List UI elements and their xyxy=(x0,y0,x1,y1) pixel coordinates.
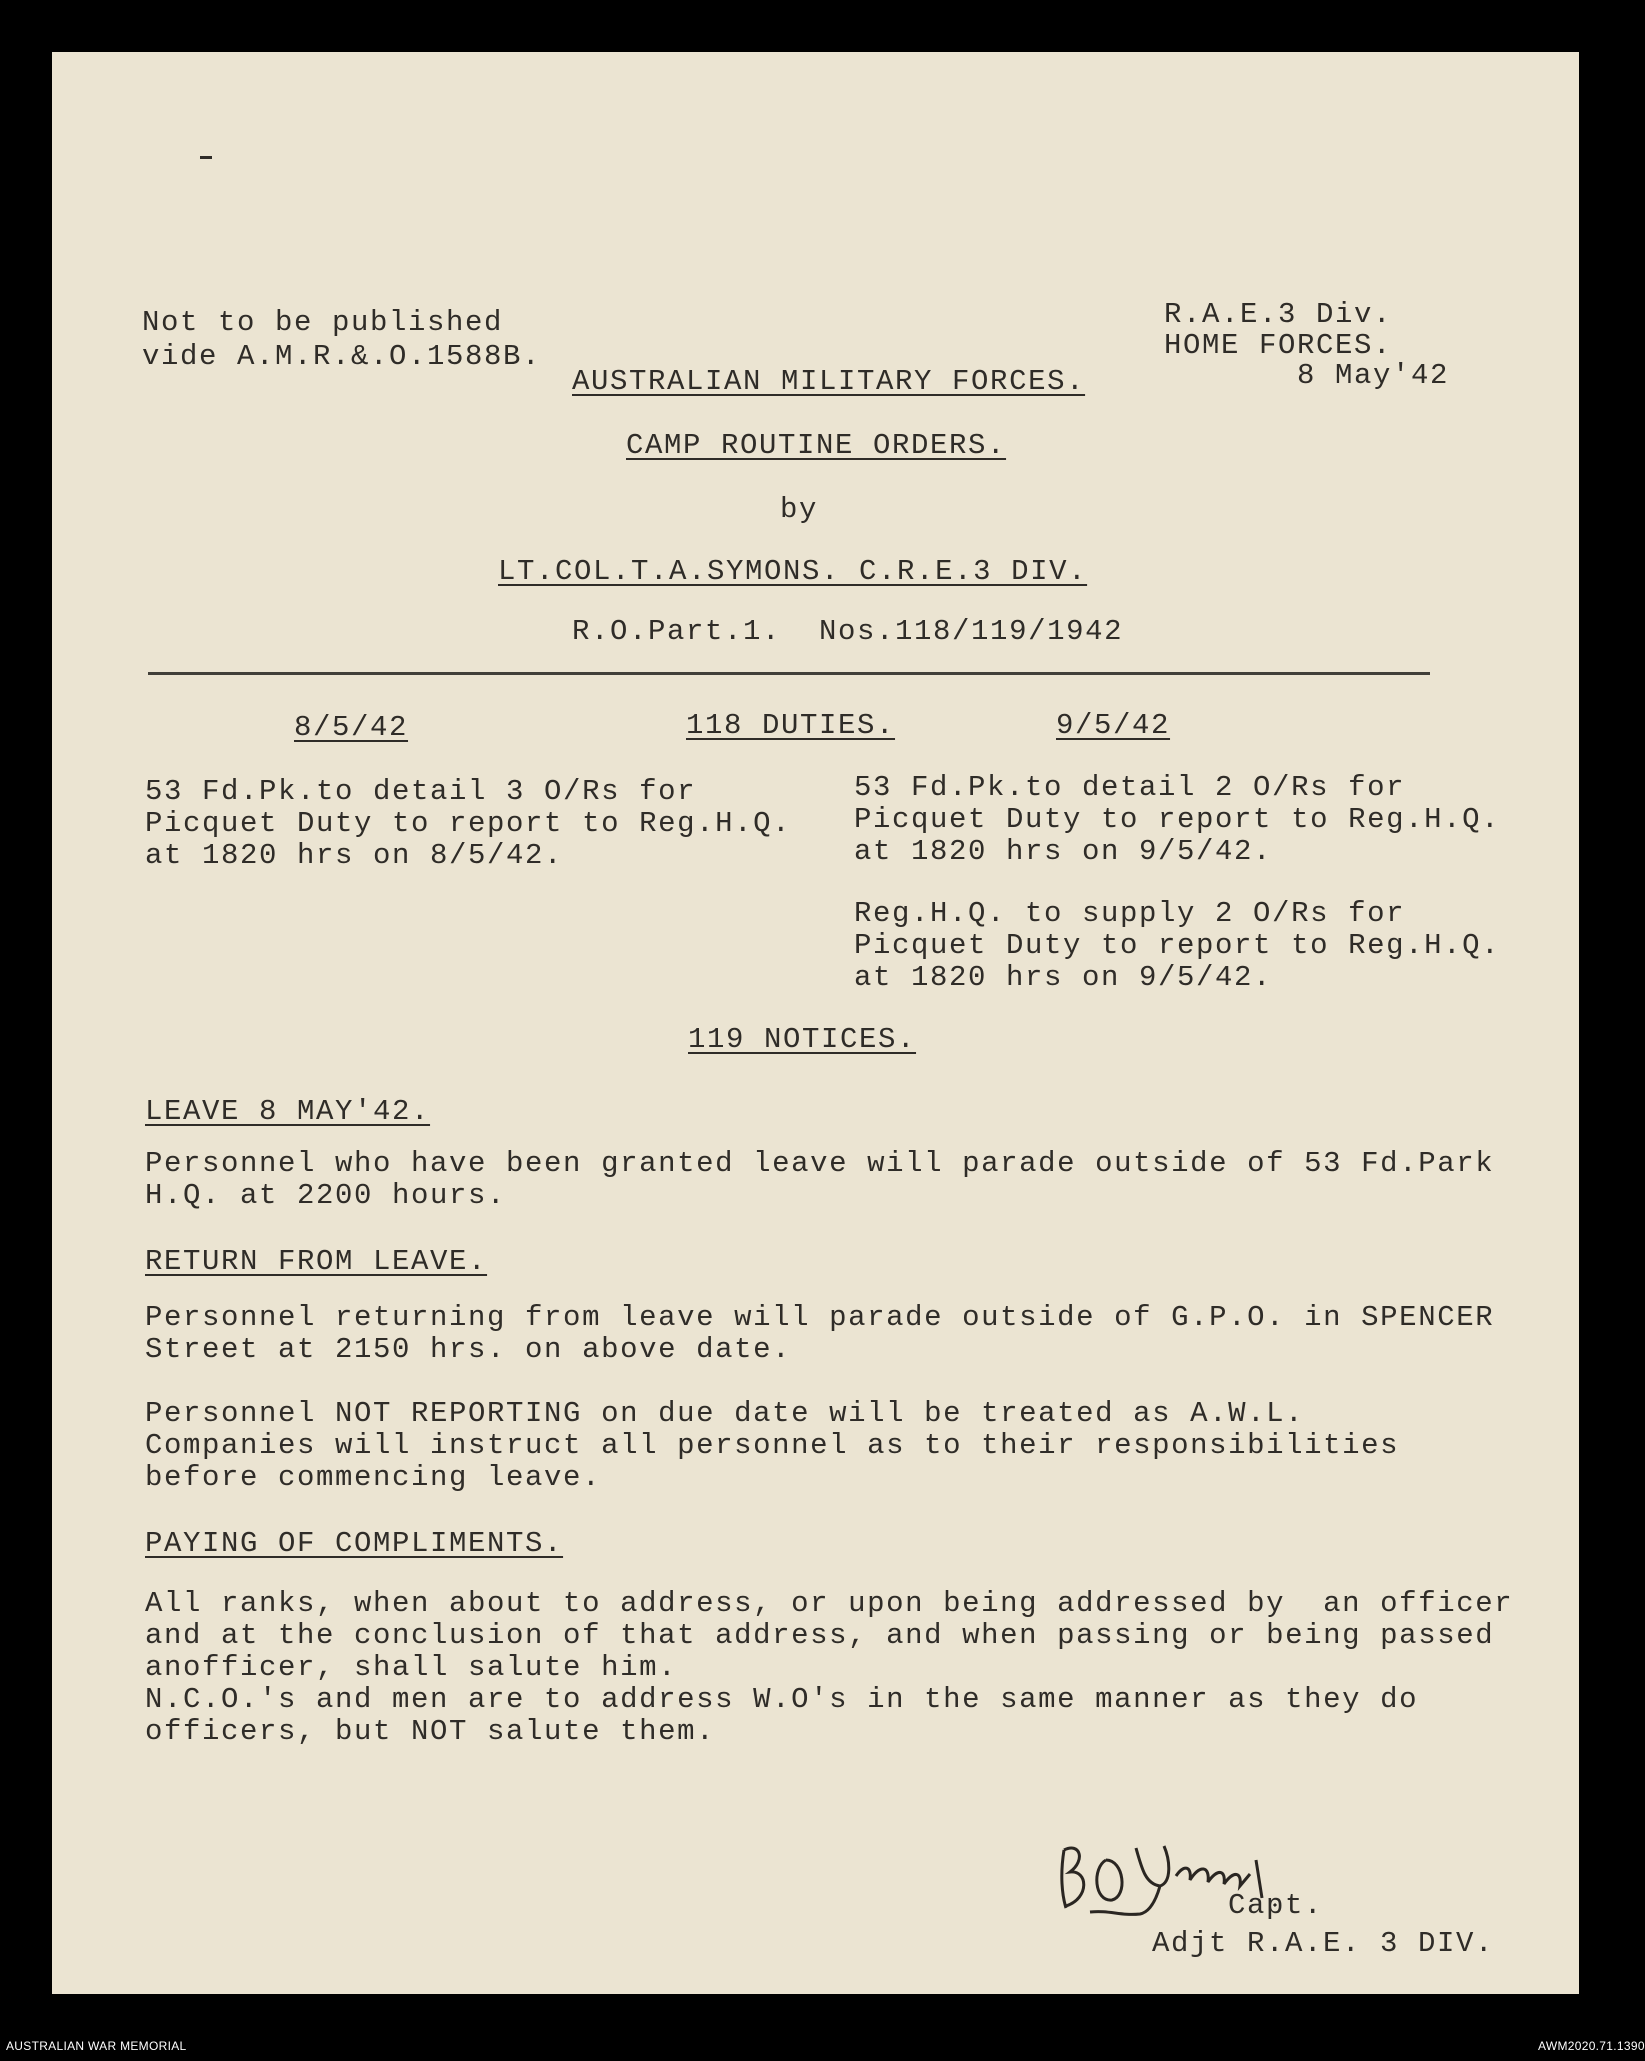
duties-right-line: Picquet Duty to report to Reg.H.Q. xyxy=(854,929,1501,962)
compliments-heading: PAYING OF COMPLIMENTS. xyxy=(145,1527,564,1560)
awl-text-line: Personnel NOT REPORTING on due date will be treated as A.W.L. xyxy=(145,1397,1305,1430)
compliments-text-line: All ranks, when about to address, or upon being addressed by an officer xyxy=(145,1587,1514,1620)
notices-heading: 119 NOTICES. xyxy=(688,1023,917,1056)
divider-rule xyxy=(148,672,1430,675)
duties-left-line: at 1820 hrs on 8/5/42. xyxy=(145,839,564,872)
return-heading: RETURN FROM LEAVE. xyxy=(145,1245,488,1278)
title-orders: CAMP ROUTINE ORDERS. xyxy=(626,429,1007,462)
leave-text-line: H.Q. at 2200 hours. xyxy=(145,1179,507,1212)
duties-right-line: Picquet Duty to report to Reg.H.Q. xyxy=(854,803,1501,836)
duties-date-left: 8/5/42 xyxy=(294,711,409,744)
title-forces: AUSTRALIAN MILITARY FORCES. xyxy=(572,365,1086,398)
ink-mark xyxy=(200,156,212,159)
duties-right-line: 53 Fd.Pk.to detail 2 O/Rs for xyxy=(854,771,1406,804)
footer-archive-name: AUSTRALIAN WAR MEMORIAL xyxy=(6,2039,187,2053)
return-text-line: Street at 2150 hrs. on above date. xyxy=(145,1333,792,1366)
duties-heading: 118 DUTIES. xyxy=(686,709,896,742)
duties-right-line: Reg.H.Q. to supply 2 O/Rs for xyxy=(854,897,1406,930)
duties-right-line: at 1820 hrs on 9/5/42. xyxy=(854,961,1273,994)
duties-date-right: 9/5/42 xyxy=(1056,709,1171,742)
compliments-text-line: officers, but NOT salute them. xyxy=(145,1715,716,1748)
title-reference: R.O.Part.1. Nos.118/119/1942 xyxy=(572,615,1124,648)
title-officer: LT.COL.T.A.SYMONS. C.R.E.3 DIV. xyxy=(498,555,1088,588)
signatory-appointment: Adjt R.A.E. 3 DIV. xyxy=(1152,1927,1495,1960)
compliments-text-line: anofficer, shall salute him. xyxy=(145,1651,678,1684)
signatory-rank: Capt. xyxy=(1228,1889,1324,1922)
compliments-text-line: N.C.O.'s and men are to address W.O's in the same manner as they do xyxy=(145,1683,1419,1716)
restriction-line-2: vide A.M.R.&.O.1588B. xyxy=(142,340,542,373)
duties-left-line: 53 Fd.Pk.to detail 3 O/Rs for xyxy=(145,775,697,808)
order-date: 8 May'42 xyxy=(1297,359,1450,392)
compliments-text-line: and at the conclusion of that address, and when passing or being passed xyxy=(145,1619,1495,1652)
footer-accession-number: AWM2020.71.1390 xyxy=(1538,2039,1645,2053)
awl-text-line: before commencing leave. xyxy=(145,1461,602,1494)
return-text-line: Personnel returning from leave will parade outside of G.P.O. in SPENCER xyxy=(145,1301,1495,1334)
restriction-line-1: Not to be published xyxy=(142,306,504,339)
unit-line-2: HOME FORCES. xyxy=(1164,329,1393,362)
title-by: by xyxy=(780,493,819,526)
unit-line-1: R.A.E.3 Div. xyxy=(1164,298,1393,331)
leave-heading: LEAVE 8 MAY'42. xyxy=(145,1095,431,1128)
leave-text-line: Personnel who have been granted leave will parade outside of 53 Fd.Park xyxy=(145,1147,1495,1180)
duties-left-line: Picquet Duty to report to Reg.H.Q. xyxy=(145,807,792,840)
duties-right-line: at 1820 hrs on 9/5/42. xyxy=(854,835,1273,868)
awl-text-line: Companies will instruct all personnel as to their responsibilities xyxy=(145,1429,1400,1462)
